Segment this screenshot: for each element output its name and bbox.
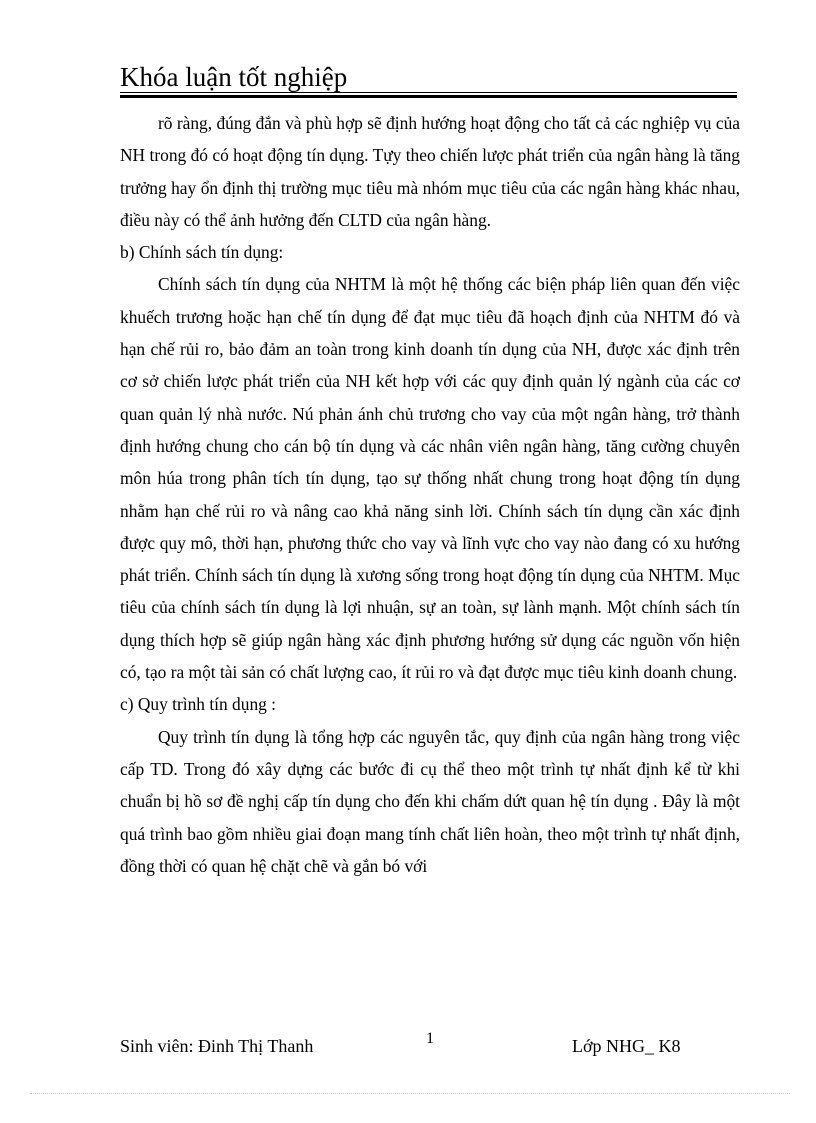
page-number: 1 bbox=[426, 1030, 434, 1047]
footer-student-name: Sinh viên: Đinh Thị Thanh bbox=[120, 1036, 314, 1056]
footer-class: Lớp NHG_ K8 bbox=[572, 1036, 681, 1056]
document-body bbox=[120, 107, 740, 882]
document-header-title: Khóa luận tốt nghiệp bbox=[120, 62, 348, 92]
paragraph-credit-process: Quy trình tín dụng là tổng hợp các nguyên tắc, quy định của ngân hàng trong việc cấp TD. Trong đó xây dựng các bước đi cụ thể theo một trình tự nhất định kể từ khi chuẩn bị hồ sơ đề nghị cấp tín dụng cho đến khi chấm dứt quan hệ tín dụng . Đây là một quá trình bao gồm nhiều giai đoạn mang tính chất liên hoàn, theo một trình tự nhất định, đồng thời có quan hệ chặt chẽ và gắn bó với bbox=[120, 726, 740, 876]
header-divider bbox=[120, 92, 737, 98]
section-heading-credit-process: c) Quy trình tín dụng : bbox=[120, 694, 277, 715]
document-footer bbox=[120, 1030, 740, 1070]
page-bottom-dotted-line bbox=[30, 1093, 790, 1094]
paragraph-strategy: rõ ràng, đúng đắn và phù hợp sẽ định hướng hoạt động cho tất cả các nghiệp vụ của NH trong đó có hoạt động tín dụng. Tựy theo chiến lược phát triển của ngân hàng là tăng trưởng hay ổn định thị trường mục tiêu mà nhóm mục tiêu của các ngân hàng khác nhau, điều này có thể ảnh hưởng đến CLTD của ngân hàng. bbox=[120, 113, 740, 230]
section-heading-credit-policy: b) Chính sách tín dụng: bbox=[120, 242, 284, 263]
paragraph-credit-policy: Chính sách tín dụng của NHTM là một hệ thống các biện pháp liên quan đến việc khuếch trương hoặc hạn chế tín dụng để đạt mục tiêu đã hoạch định của NHTM đó và hạn chế rủi ro, bảo đảm an toàn trong kinh doanh tín dụng của NH, được xác định trên cơ sở chiến lược phát triển của NH kết hợp với các quy định quản lý ngành của các cơ quan quản lý nhà nước. Nú phản ánh chủ trương cho vay của một ngân hàng, trở thành định hướng chung cho cán bộ tín dụng và các nhân viên ngân hàng, tăng cường chuyên môn húa trong phân tích tín dụng, tạo sự thống nhất chung trong hoạt động tín dụng nhằm hạn chế rủi ro và nâng cao khả năng sinh lời. Chính sách tín dụng cần xác định được quy mô, thời hạn, phương thức cho vay và lĩnh vực cho vay nào đang có xu hướng phát triển. Chính sách tín dụng là xương sống trong hoạt động tín dụng của NHTM. Mục tiêu của chính sách tín dụng là lợi nhuận, sự an toàn, sự lành mạnh. Một chính sách tín dụng thích hợp sẽ giúp ngân hàng xác định phương hướng sử dụng các nguồn vốn hiện có, tạo ra một tài sản có chất lượng cao, ít rủi ro và đạt được mục tiêu kinh doanh chung. bbox=[120, 274, 740, 683]
